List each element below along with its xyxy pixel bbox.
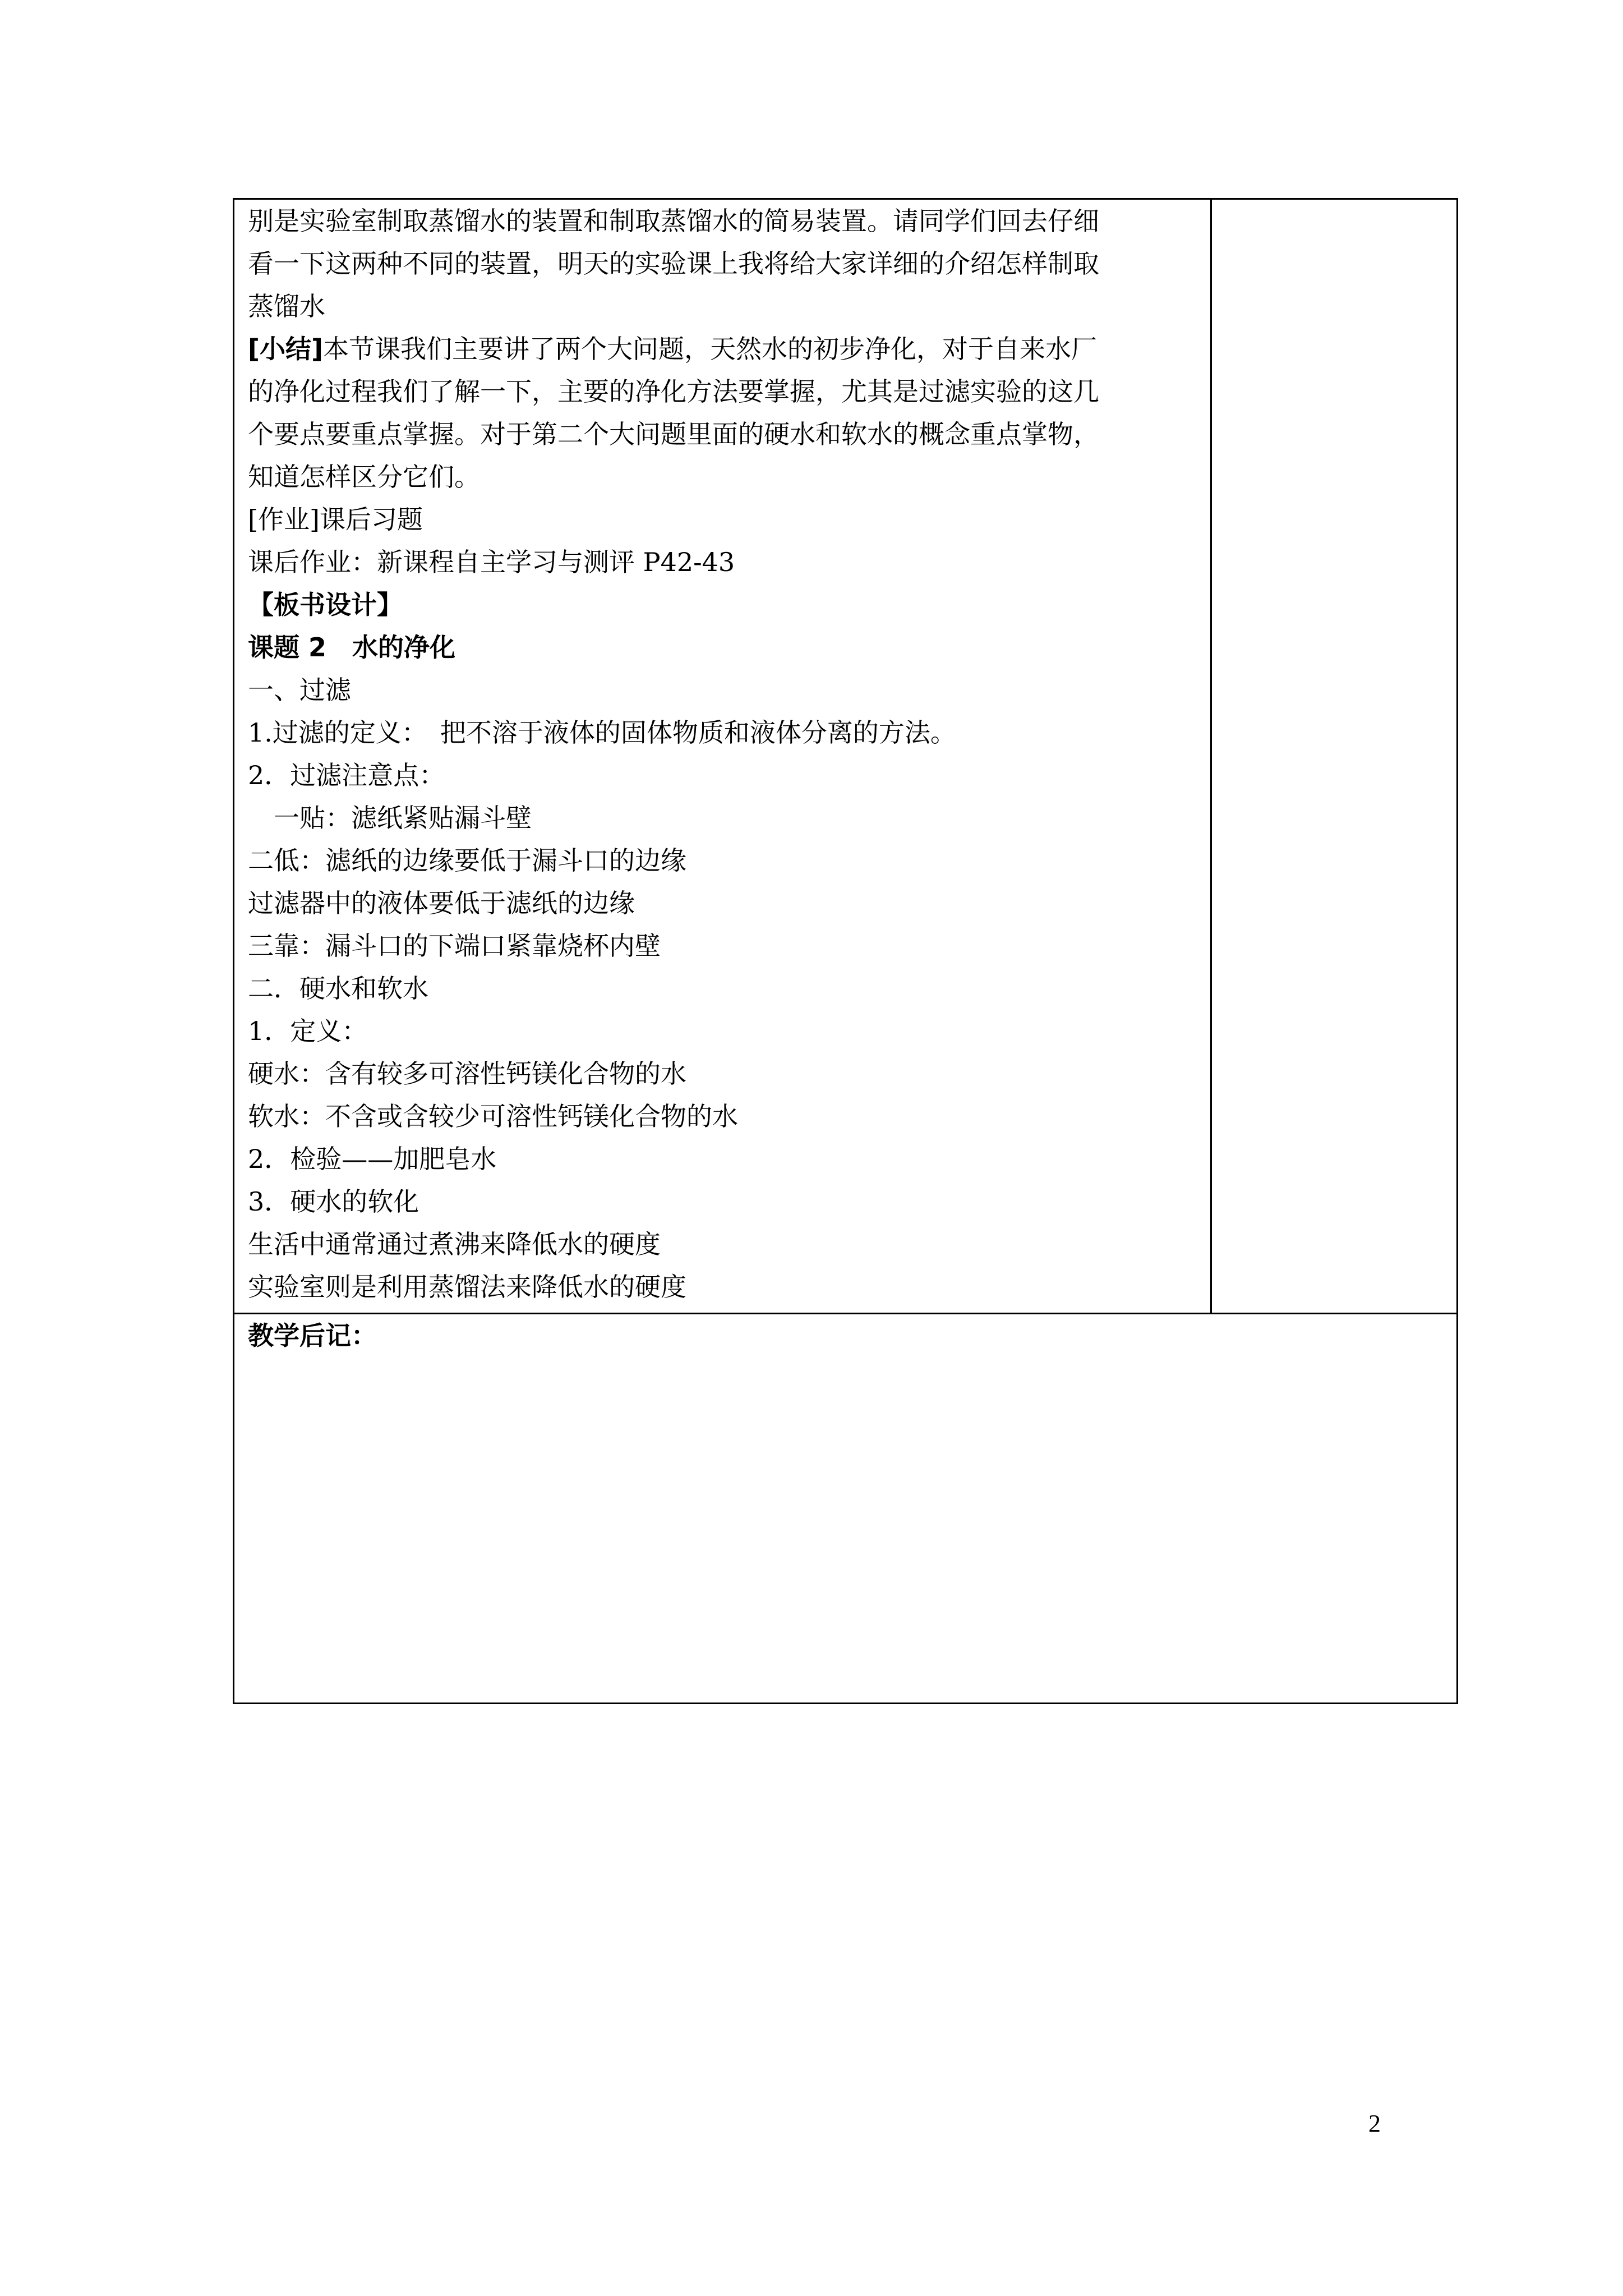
notes-cell [1212,200,1456,1313]
section-heading: 一、过滤 [248,675,351,705]
board-design-heading: 【板书设计】 [248,590,403,620]
homework-line: 课后作业：新课程自主学习与测评 P42-43 [248,547,735,577]
content-line: 个要点要重点掌握。对于第二个大问题里面的硬水和软水的概念重点掌物， [248,419,1099,449]
content-line: 生活中通常通过煮沸来降低水的硬度 [248,1229,661,1259]
lesson-table [233,198,1458,1704]
content-line: 1．定义： [248,1016,368,1046]
content-line: 蒸馏水 [248,291,325,321]
main-content-cell [234,200,1212,1313]
content-line: 3．硬水的软化 [248,1186,419,1217]
content-line: 软水：不含或含较少可溶性钙镁化合物的水 [248,1101,738,1131]
postscript-row [234,1314,1456,1703]
lesson-title: 课题 2 水的净化 [248,632,456,662]
content-line: 过滤器中的液体要低于滤纸的边缘 [248,888,635,918]
summary-line [248,328,1210,370]
content-line: 2．过滤注意点： [248,760,445,790]
content-line: 别是实验室制取蒸馏水的装置和制取蒸馏水的简易装置。请同学们回去仔细 [248,206,1099,236]
content-line: 一贴：滤纸紧贴漏斗壁 [274,803,532,833]
content-line: 三靠：漏斗口的下端口紧靠烧杯内壁 [248,931,661,961]
summary-text: 本节课我们主要讲了两个大问题，天然水的初步净化，对于自来水厂 [323,334,1098,364]
page-number: 2 [1368,2110,1381,2137]
content-line: 实验室则是利用蒸馏法来降低水的硬度 [248,1272,686,1302]
content-lines [248,200,1210,1308]
section-heading: 二．硬水和软水 [248,973,428,1004]
homework-line: [作业]课后习题 [248,504,423,535]
postscript-label: 教学后记： [248,1320,377,1351]
content-line: 硬水：含有较多可溶性钙镁化合物的水 [248,1059,686,1089]
content-line: 1.过滤的定义： 把不溶于液体的固体物质和液体分离的方法。 [248,717,956,748]
content-row [234,200,1456,1314]
content-line: 二低：滤纸的边缘要低于漏斗口的边缘 [248,845,686,876]
content-line: 看一下这两种不同的装置，明天的实验课上我将给大家详细的介绍怎样制取 [248,249,1099,279]
summary-label: [小结] [248,334,324,364]
content-line: 2．检验——加肥皂水 [248,1144,497,1174]
content-line: 知道怎样区分它们。 [248,462,480,492]
content-line: 的净化过程我们了解一下，主要的净化方法要掌握，尤其是过滤实验的这几 [248,376,1099,407]
